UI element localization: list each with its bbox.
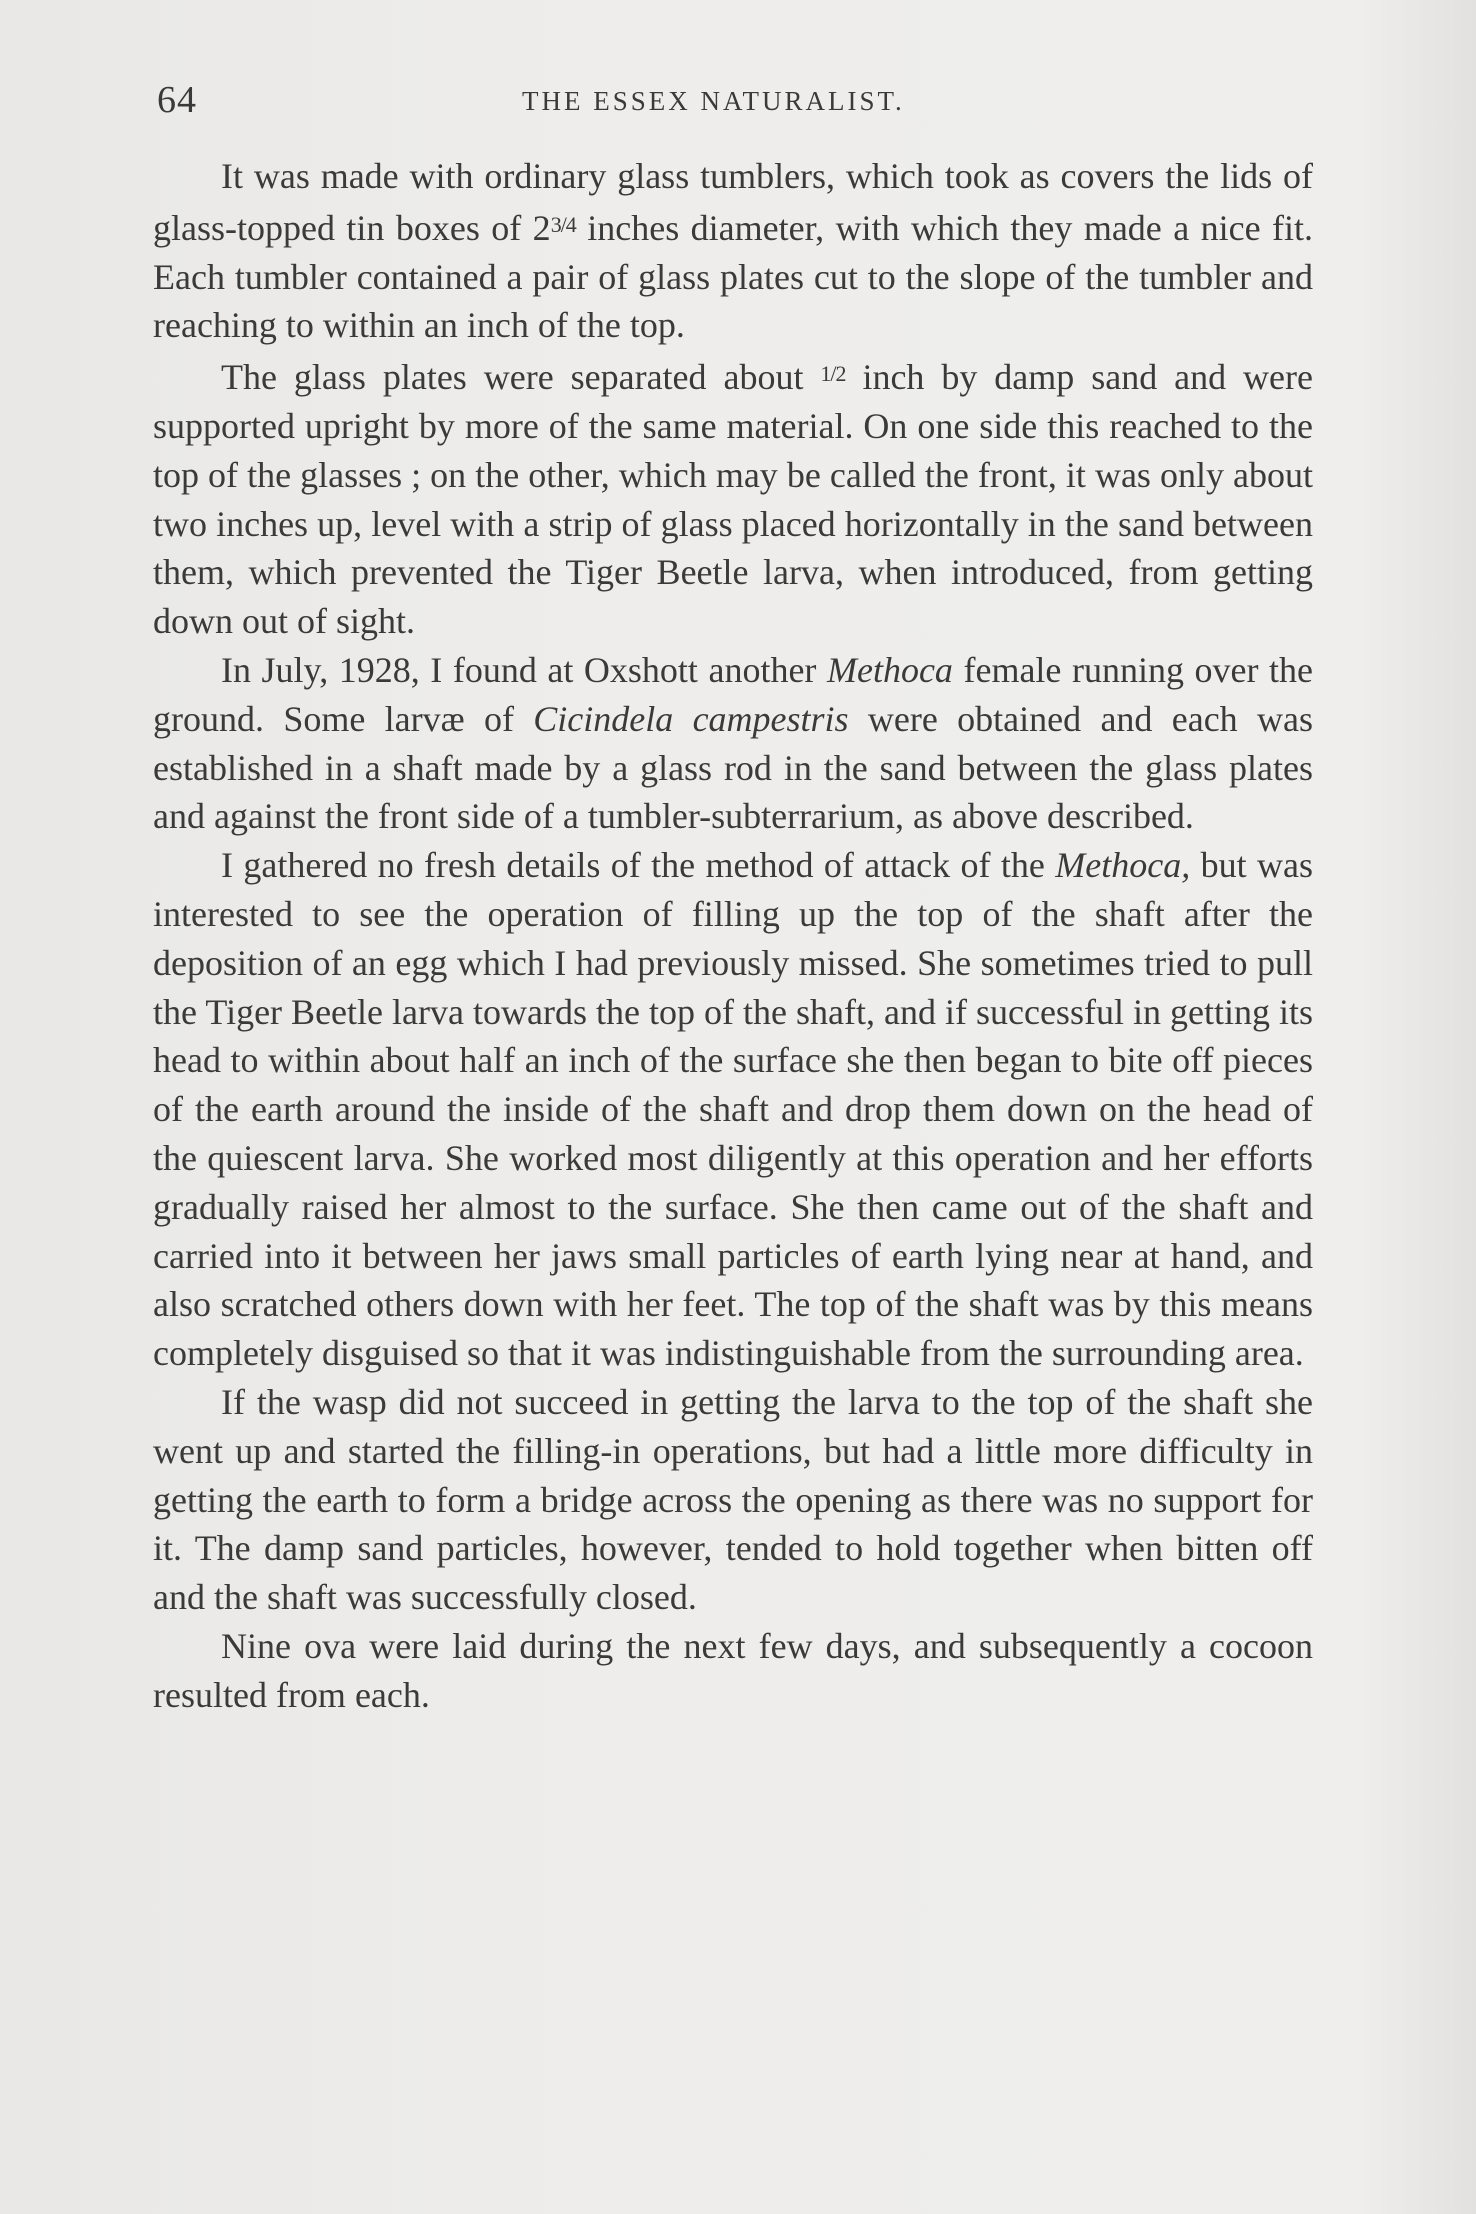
paragraph-text: It was made with ordinary glass tumblers, which took as covers the lids of glass-topped tin boxes of 2 bbox=[153, 156, 1313, 248]
fraction: 1/2 bbox=[820, 361, 846, 387]
paragraph-5: If the wasp did not succeed in getting the larva to the top of the shaft she went up and started the filling-in operations, but had a little more difficulty in getting the earth to form a bridge across the opening as there was no support for it. The damp sand particles, however, tended to hold together when bitten off and the shaft was successfully closed. bbox=[153, 1381, 1313, 1618]
italic-genus-name: Methoca, bbox=[1055, 845, 1191, 886]
paragraph-3 bbox=[153, 646, 1313, 841]
page-number: 64 bbox=[157, 79, 197, 121]
paragraph-4 bbox=[153, 841, 1313, 1378]
paragraph-text: The glass plates were separated about bbox=[221, 357, 821, 398]
paragraph-text: inch by damp sand and were supported upright by more of the same material. On one side this reached to the top of the glasses ; on the other, which may be called the front, it was only about two inches up, level with a strip of glass placed horizontally in the sand between them, which prevented the Tiger Beetle larva, when introduced, from getting down out of sight. bbox=[153, 357, 1313, 642]
fraction: 3/4 bbox=[550, 211, 576, 237]
paragraph-2 bbox=[153, 350, 1313, 646]
paragraph-text: I gathered no fresh details of the method of attack of the bbox=[221, 845, 1056, 886]
journal-title: THE ESSEX NATURALIST. bbox=[522, 86, 905, 116]
running-head bbox=[157, 78, 1317, 128]
paragraph-text: inches diameter, with which they made a nice fit. Each tumbler contained a pair of glass plates cut to the slope of the tumbler and reaching to within an inch of the top. bbox=[153, 207, 1314, 346]
paragraph-6: Nine ova were laid during the next few days, and subsequently a cocoon resulted from each. bbox=[153, 1625, 1313, 1715]
paragraph-1 bbox=[153, 152, 1313, 350]
body-text bbox=[153, 152, 1313, 1720]
paragraph-text: were obtained and each was established in a shaft made by a glass rod in the sand between the glass plates and against the front side of a tumbler-subterrarium, as above described. bbox=[153, 698, 1313, 837]
paragraph-text: but was interested to see the operation of filling up the top of the shaft after the deposition of an egg which I had previously missed. She sometimes tried to pull the Tiger Beetle larva towards the top of the shaft, and if successful in getting its head to within about half an inch of the surface she then began to bite off pieces of the earth around the inside of the shaft and drop them down on the head of the quiescent larva. She worked most diligently at this operation and her efforts gradually raised her almost to the surface. She then came out of the shaft and carried into it between her jaws small particles of earth lying near at hand, and also scratched others down with her feet. The top of the shaft was by this means completely disguised so that it was indistinguishable from the surrounding area. bbox=[153, 845, 1313, 1374]
italic-genus-name: Methoca bbox=[826, 649, 953, 690]
paragraph-text: In July, 1928, I found at Oxshott another bbox=[221, 649, 827, 690]
paragraph-text: female running over the ground. Some larvæ of bbox=[153, 649, 1314, 739]
italic-species-name: Cicindela campestris bbox=[533, 698, 849, 739]
